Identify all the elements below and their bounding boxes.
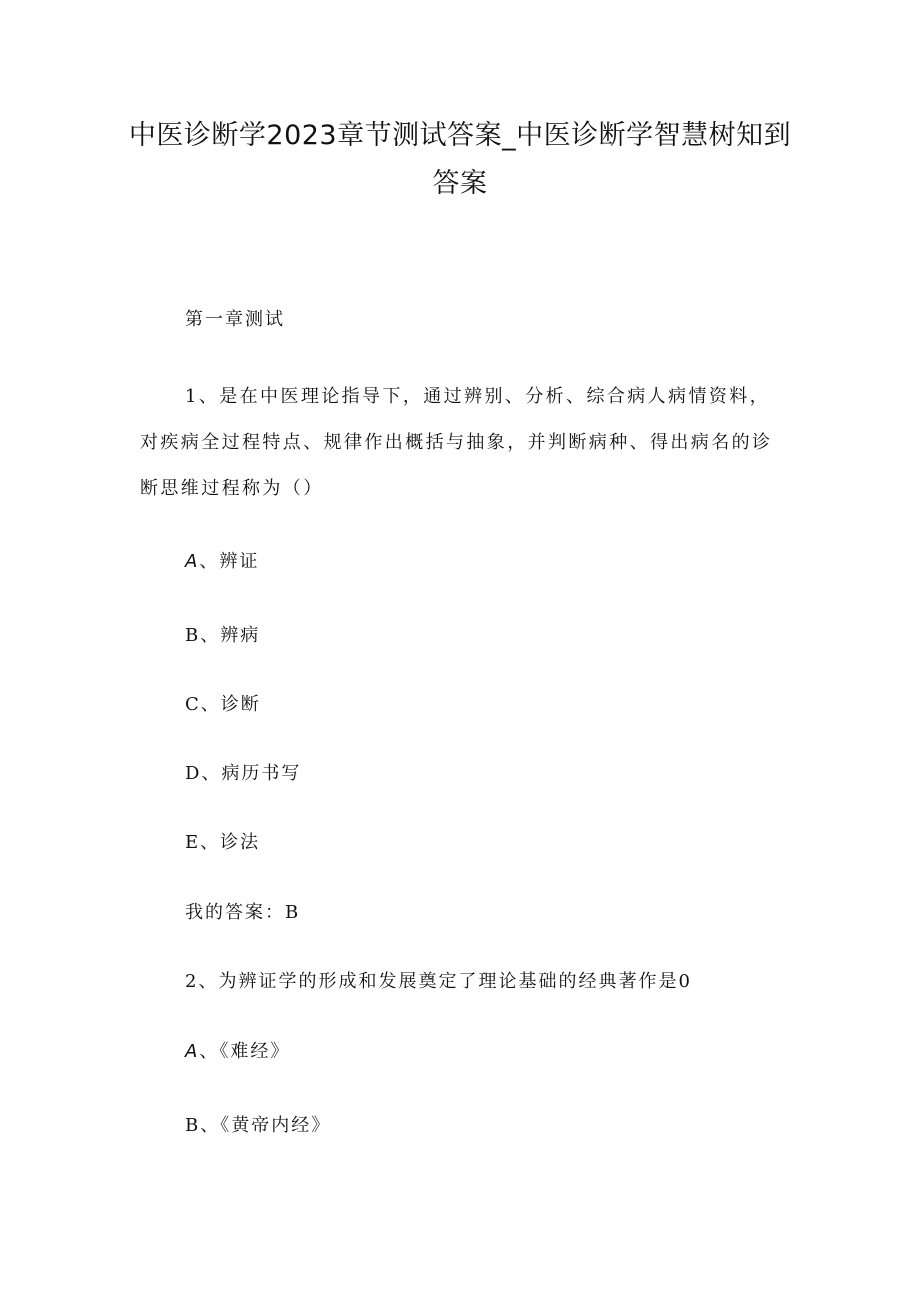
question-1-option-a <box>185 550 259 574</box>
option-letter: A <box>185 1041 200 1062</box>
option-text: 辨病 <box>220 625 261 646</box>
option-letter: D <box>185 763 202 784</box>
chapter-heading: 第一章测试 <box>185 309 285 330</box>
question-2-text: 2、为辨证学的形成和发展奠定了理论基础的经典著作是0 <box>185 971 692 992</box>
option-letter: A <box>185 551 200 572</box>
option-separator: 、 <box>200 832 221 853</box>
option-text: 辨证 <box>219 551 260 572</box>
option-text: 诊断 <box>220 694 261 715</box>
question-1-text: 1、是在中医理论指导下，通过辨别、分析、综合病人病情资料，对疾病全过程特点、规律作出概括与抽象，并判断病种、得出病名的诊断思维过程称为（） <box>140 386 773 499</box>
question-1-option-e <box>185 831 260 855</box>
document-title: 中医诊断学2023章节测试答案_中医诊断学智慧树知到答案 <box>128 120 792 199</box>
option-text: 诊法 <box>220 832 261 853</box>
option-letter: C <box>185 694 201 715</box>
question-1-option-c <box>185 693 261 717</box>
option-separator: 、 <box>200 1115 221 1136</box>
option-text: 《黄帝内经》 <box>220 1115 332 1136</box>
option-text: 《难经》 <box>219 1041 291 1062</box>
option-separator: 、 <box>199 551 220 572</box>
option-text: 病历书写 <box>221 763 302 784</box>
question-1-answer: 我的答案：B <box>185 902 301 923</box>
option-letter: E <box>185 832 201 853</box>
option-separator: 、 <box>200 694 221 715</box>
option-separator: 、 <box>200 625 221 646</box>
option-letter: B <box>185 625 201 646</box>
question-1-option-d <box>185 762 301 786</box>
question-1-option-b <box>185 624 260 648</box>
option-letter: B <box>185 1115 201 1136</box>
question-2-option-b <box>185 1114 331 1138</box>
question-2-option-a <box>185 1040 290 1064</box>
option-separator: 、 <box>201 763 222 784</box>
option-separator: 、 <box>199 1041 220 1062</box>
